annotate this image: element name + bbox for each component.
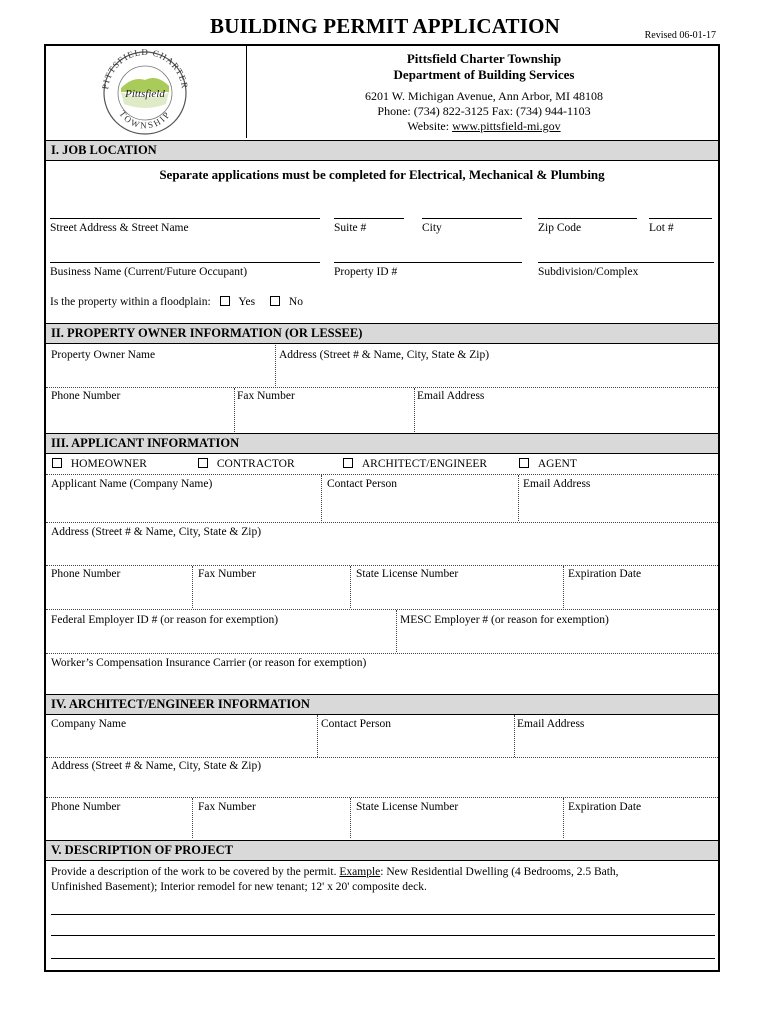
divider bbox=[514, 715, 515, 757]
divider bbox=[414, 388, 415, 432]
owner-phone-label: Phone Number bbox=[51, 390, 121, 402]
contractor-option bbox=[198, 458, 295, 470]
agent-checkbox[interactable] bbox=[519, 458, 529, 468]
township-seal-logo bbox=[46, 46, 246, 138]
lot-label: Lot # bbox=[649, 222, 674, 234]
svg-text:Pittsfield: Pittsfield bbox=[125, 88, 165, 100]
mesc-label: MESC Employer # (or reason for exemption) bbox=[400, 614, 609, 626]
street-address-line[interactable] bbox=[50, 218, 320, 219]
floodplain-row bbox=[50, 296, 303, 308]
owner-name-label: Property Owner Name bbox=[51, 349, 156, 361]
divider bbox=[350, 566, 351, 608]
floodplain-yes-label: Yes bbox=[238, 296, 256, 308]
svg-text:TOWNSHIP: TOWNSHIP bbox=[117, 108, 173, 131]
arch-phone-label: Phone Number bbox=[51, 801, 121, 813]
floodplain-yes-checkbox[interactable] bbox=[220, 296, 230, 306]
architect-checkbox[interactable] bbox=[343, 458, 353, 468]
fein-label: Federal Employer ID # (or reason for exemption) bbox=[51, 614, 279, 626]
separate-applications-notice: Separate applications must be completed for Electrical, Mechanical & Plumbing bbox=[159, 167, 605, 182]
applicant-address-label: Address (Street # & Name, City, State & Zip) bbox=[51, 526, 262, 538]
arch-contact-label: Contact Person bbox=[321, 718, 391, 730]
divider bbox=[46, 797, 718, 798]
description-line-2[interactable] bbox=[51, 935, 715, 936]
floodplain-no-label: No bbox=[288, 296, 303, 308]
applicant-license-label: State License Number bbox=[356, 568, 459, 580]
property-id-line[interactable] bbox=[334, 262, 522, 263]
subdivision-label: Subdivision/Complex bbox=[538, 266, 639, 278]
street-address-label: Street Address & Street Name bbox=[50, 222, 189, 234]
city-label: City bbox=[422, 222, 442, 234]
suite-label: Suite # bbox=[334, 222, 367, 234]
zip-label: Zip Code bbox=[538, 222, 582, 234]
svg-text:PITTSFIELD CHARTER: PITTSFIELD CHARTER bbox=[100, 46, 190, 90]
agent-option bbox=[519, 458, 577, 470]
business-name-line[interactable] bbox=[50, 262, 320, 263]
arch-address-label: Address (Street # & Name, City, State & Zip) bbox=[51, 760, 262, 772]
website-link[interactable]: www.pittsfield-mi.gov bbox=[452, 119, 561, 133]
divider bbox=[46, 522, 718, 523]
divider bbox=[192, 798, 193, 838]
divider bbox=[518, 475, 519, 521]
divider bbox=[46, 474, 718, 475]
description-line-3[interactable] bbox=[51, 958, 715, 959]
arch-email-label: Email Address bbox=[517, 718, 585, 730]
page-title: BUILDING PERMIT APPLICATION bbox=[209, 14, 560, 38]
suite-line[interactable] bbox=[334, 218, 404, 219]
contractor-label: CONTRACTOR bbox=[216, 458, 295, 470]
org-department: Department of Building Services bbox=[393, 67, 575, 82]
divider bbox=[46, 757, 718, 758]
section-architect-header: IV. ARCHITECT/ENGINEER INFORMATION bbox=[46, 694, 718, 715]
architect-label: ARCHITECT/ENGINEER bbox=[361, 458, 488, 470]
section-property-owner-header: II. PROPERTY OWNER INFORMATION (OR LESSEE) bbox=[46, 323, 718, 344]
divider bbox=[46, 387, 718, 388]
org-website: Website: www.pittsfield-mi.gov bbox=[407, 119, 561, 133]
homeowner-label: HOMEOWNER bbox=[70, 458, 147, 470]
divider bbox=[350, 798, 351, 838]
logo-box bbox=[46, 46, 247, 138]
applicant-phone-label: Phone Number bbox=[51, 568, 121, 580]
arch-license-label: State License Number bbox=[356, 801, 459, 813]
business-name-label: Business Name (Current/Future Occupant) bbox=[50, 266, 248, 278]
arch-fax-label: Fax Number bbox=[198, 801, 256, 813]
architect-option bbox=[343, 458, 487, 470]
applicant-contact-label: Contact Person bbox=[327, 478, 397, 490]
section-description-header: V. DESCRIPTION OF PROJECT bbox=[46, 840, 718, 861]
divider bbox=[317, 715, 318, 757]
owner-address-label: Address (Street # & Name, City, State & Zip) bbox=[279, 349, 490, 361]
org-phone-fax: Phone: (734) 822-3125 Fax: (734) 944-1103 bbox=[377, 104, 591, 118]
arch-company-label: Company Name bbox=[51, 718, 127, 730]
divider bbox=[46, 565, 718, 566]
section-applicant-header: III. APPLICANT INFORMATION bbox=[46, 433, 718, 454]
floodplain-no-checkbox[interactable] bbox=[270, 296, 280, 306]
org-name: Pittsfield Charter Township bbox=[406, 51, 562, 66]
description-instructions: Provide a description of the work to be covered by the permit. Example: New Residential Dwelling (4 Bedrooms, 2.5 Bath, Unfinished Basement); Interior remodel for new tenant; 12' x 20' composite deck. bbox=[51, 866, 619, 893]
owner-email-label: Email Address bbox=[417, 390, 485, 402]
divider bbox=[563, 798, 564, 838]
divider bbox=[396, 610, 397, 652]
applicant-expiration-label: Expiration Date bbox=[568, 568, 642, 580]
floodplain-question: Is the property within a floodplain: bbox=[50, 296, 211, 308]
description-line-1[interactable] bbox=[51, 914, 715, 915]
org-address: 6201 W. Michigan Avenue, Ann Arbor, MI 48108 bbox=[365, 89, 603, 103]
workers-comp-label: Worker’s Compensation Insurance Carrier (or reason for exemption) bbox=[51, 657, 367, 669]
divider bbox=[563, 566, 564, 608]
section-job-location-header: I. JOB LOCATION bbox=[46, 140, 718, 161]
contractor-checkbox[interactable] bbox=[198, 458, 208, 468]
subdivision-line[interactable] bbox=[538, 262, 714, 263]
applicant-name-label: Applicant Name (Company Name) bbox=[51, 478, 213, 490]
agent-label: AGENT bbox=[537, 458, 577, 470]
applicant-fax-label: Fax Number bbox=[198, 568, 256, 580]
city-line[interactable] bbox=[422, 218, 522, 219]
divider bbox=[321, 475, 322, 521]
arch-expiration-label: Expiration Date bbox=[568, 801, 642, 813]
divider bbox=[46, 609, 718, 610]
zip-line[interactable] bbox=[538, 218, 637, 219]
owner-fax-label: Fax Number bbox=[237, 390, 295, 402]
divider bbox=[234, 388, 235, 432]
divider bbox=[46, 653, 718, 654]
revision-date: Revised 06-01-17 bbox=[644, 30, 716, 41]
lot-line[interactable] bbox=[649, 218, 712, 219]
divider bbox=[275, 345, 276, 386]
homeowner-option bbox=[52, 458, 147, 470]
divider bbox=[192, 566, 193, 608]
form-frame bbox=[44, 44, 720, 972]
homeowner-checkbox[interactable] bbox=[52, 458, 62, 468]
property-id-label: Property ID # bbox=[334, 266, 398, 278]
applicant-email-label: Email Address bbox=[523, 478, 591, 490]
